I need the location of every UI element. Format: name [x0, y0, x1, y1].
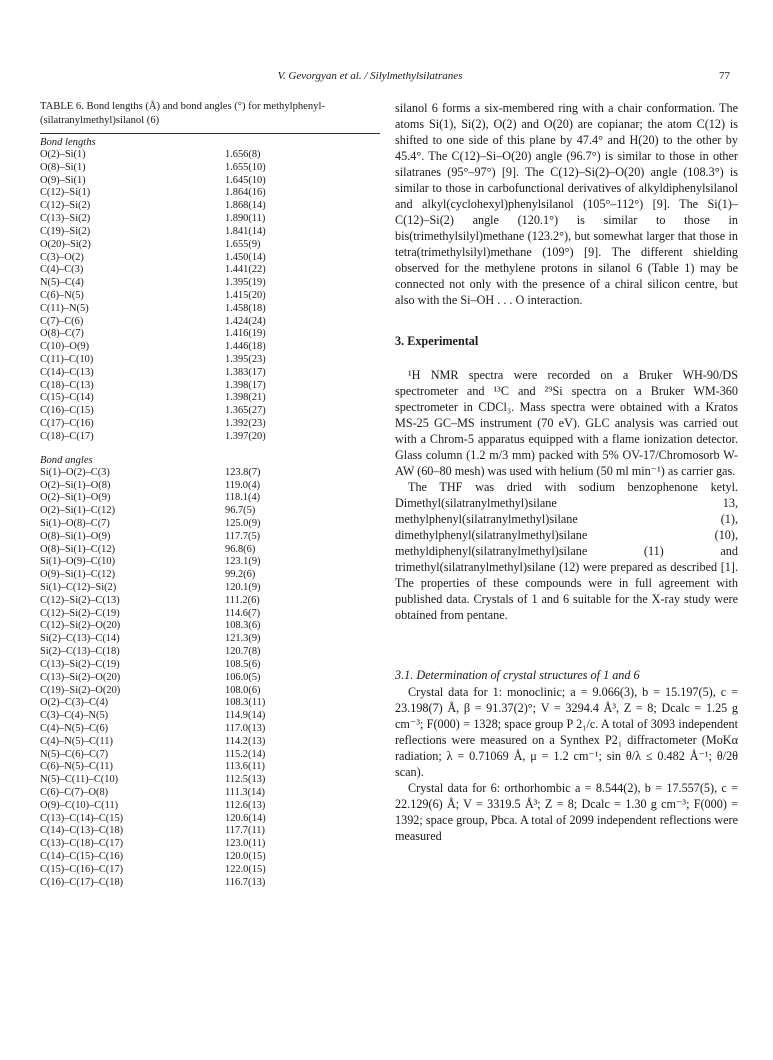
- bond-angle-row: [40, 749, 380, 762]
- bond-value: 120.1(9): [225, 582, 261, 593]
- bond-angle-row: [40, 531, 380, 544]
- bond-value: 1.841(14): [225, 225, 266, 237]
- bond-value: 119.0(4): [225, 479, 261, 491]
- bond-length-row: [40, 328, 380, 341]
- bond-value: 117.0(13): [225, 722, 266, 734]
- table-top-rule: [40, 133, 380, 134]
- bond-value: 1.416(19): [225, 328, 266, 340]
- bond-value: 125.0(9): [225, 517, 261, 529]
- bond-value: 99.2(6): [225, 569, 256, 581]
- bond-value: 111.3(14): [225, 787, 265, 798]
- section-heading-experimental: 3. Experimental: [395, 334, 479, 348]
- bond-label: Si(1)–O(8)–C(7): [40, 517, 110, 529]
- bond-angle-row: [40, 633, 380, 646]
- text-column: [395, 100, 738, 844]
- bond-value: 114.9(14): [225, 710, 266, 722]
- bond-label: N(5)–C(11)–C(10): [40, 774, 119, 786]
- bond-value: 117.7(11): [225, 825, 265, 837]
- bond-angle-row: [40, 685, 380, 698]
- bond-value: 116.7(13): [225, 876, 266, 888]
- bond-value: 1.441(22): [225, 264, 266, 276]
- bond-label: N(5)–C(6)–C(7): [40, 748, 109, 760]
- bond-length-row: [40, 380, 380, 393]
- bond-angle-row: [40, 505, 380, 518]
- bond-length-row: [40, 354, 380, 367]
- bond-length-row: [40, 431, 380, 444]
- bond-value: 122.0(15): [225, 863, 266, 875]
- bond-label: C(19)–Si(2)–O(20): [40, 684, 121, 696]
- body-paragraph: ¹H NMR spectra were recorded on a Bruker WH-90/DS spectrometer and ¹³C and ²⁹Si spectra on a Bruker WM-360 spectrometer in CDCl₃. Mass spectra were obtained with a Kratos MS-25 GC–MS instrument (70 eV). GLC analysis was carried out with a Chrom-5 apparatus equipped with a flame ionization detector. Glass column (1.2 m/3 mm) packed with 5% OV-17/Chromosorb W-AW (60–80 mesh) was used with helium (50 ml min⁻¹) as carrier gas.: [395, 368, 738, 478]
- bond-value: 118.1(4): [225, 492, 261, 504]
- bond-angle-row: [40, 800, 380, 813]
- bond-value: 1.655(9): [225, 238, 261, 250]
- bond-length-row: [40, 252, 380, 265]
- bond-value: 115.2(14): [225, 748, 266, 760]
- bond-label: C(12)–Si(2)–C(19): [40, 607, 120, 619]
- bond-length-row: [40, 316, 380, 329]
- table-caption: TABLE 6. Bond lengths (Å) and bond angles (°) for methylphenyl-(silatranylmethyl)silanol (6): [40, 101, 325, 126]
- bond-angle-row: [40, 774, 380, 787]
- bond-label: C(13)–C(14)–C(15): [40, 812, 124, 824]
- bond-angle-row: [40, 480, 380, 493]
- bond-label: C(11)–N(5): [40, 302, 89, 314]
- running-title: V. Gevorgyan et al. / Silylmethylsilatranes: [277, 70, 463, 82]
- bond-value: 113.6(11): [225, 761, 265, 773]
- bond-angle-row: [40, 544, 380, 557]
- subsection-heading: 3.1. Determination of crystal structures of 1 and 6: [395, 668, 640, 682]
- bond-label: Si(1)–O(2)–C(3): [40, 466, 110, 478]
- bond-angle-row: [40, 736, 380, 749]
- bond-value: 106.0(5): [225, 671, 261, 683]
- bond-angle-row: [40, 838, 380, 851]
- bond-label: C(14)–C(13): [40, 366, 94, 378]
- bond-value: 123.8(7): [225, 466, 261, 478]
- bond-length-row: [40, 418, 380, 431]
- bond-label: C(6)–N(5)–C(11): [40, 761, 113, 773]
- bond-label: C(19)–Si(2): [40, 225, 91, 237]
- bond-value: 108.3(11): [225, 697, 266, 709]
- bond-value: 1.446(18): [225, 341, 266, 353]
- bond-value: 1.458(18): [225, 302, 266, 314]
- bond-value: 1.383(17): [225, 366, 266, 378]
- bond-label: C(4)–N(5)–C(11): [40, 735, 113, 747]
- bond-label: O(2)–C(3)–C(4): [40, 697, 109, 709]
- bond-label: C(13)–Si(2)–C(19): [40, 658, 120, 670]
- bond-length-row: [40, 213, 380, 226]
- bond-angles-heading: Bond angles: [40, 454, 93, 466]
- bond-angle-row: [40, 608, 380, 621]
- bond-value: 112.5(13): [225, 774, 266, 786]
- bond-label: O(9)–C(10)–C(11): [40, 799, 119, 811]
- bond-value: 1.398(21): [225, 392, 266, 404]
- bond-value: 1.645(10): [225, 174, 266, 186]
- bond-label: C(10)–O(9): [40, 341, 90, 353]
- bond-label: O(8)–Si(1)–C(12): [40, 543, 116, 555]
- body-paragraph: silanol 6 forms a six-membered ring with a chair conformation. The atoms Si(1), Si(2), O(2) and O(20) are copianar; the atom C(12) is shifted to one side of this plane by 47.4° and H(20) to the other by 45.4°. The C(12)–Si–O(20) angle (96.7°) is similar to those in other silatranes (95°–97°) [9]. The C(12)–Si(2)–O(20) angle (108.3°) is similar to those in carbofunctional derivatives of alkyldiphenylsilanol and alkyl(cyclohexyl)phenylsilanol (105°–112°) [9]. The Si(1)–C(12)–Si(2) angle (120.1°) is similar to those in bis(trimethylsilyl)methane (123.2°), but somewhat larger that those in tetra(trimethylsilyl)methane (109°) [9]. The different shielding observed for the methylene protons in silanol 6 (Table 1) may be connected not only with the presence of a chiral silicon centre, but also with the Si–OH . . . O interaction.: [395, 101, 738, 307]
- bond-label: C(14)–C(13)–C(18): [40, 825, 124, 837]
- bond-length-row: [40, 392, 380, 405]
- bond-length-row: [40, 239, 380, 252]
- page-number: 77: [719, 70, 730, 82]
- bond-angles-list: [40, 467, 380, 890]
- body-paragraph: The THF was dried with sodium benzophenone ketyl. Dimethyl(silatranylmethyl)silane 13, methylphenyl(silatranylmethyl)silane (1), dimethylphenyl(silatranylmethyl)silane (10), methyldiphenyl(silatranylmethyl)silane (11) and trimethyl(silatranylmethyl)silane (12) were prepared as described [1]. The properties of these compounds were in full agreement with published data. Crystals of 1 and 6 suitable for the X-ray study were obtained from pentane.: [395, 480, 738, 622]
- bond-value: 120.7(8): [225, 646, 261, 658]
- bond-length-row: [40, 303, 380, 316]
- bond-value: 108.5(6): [225, 658, 261, 670]
- bond-label: O(9)–Si(1): [40, 174, 86, 186]
- bond-value: 108.0(6): [225, 684, 261, 696]
- bond-value: 120.0(15): [225, 851, 266, 863]
- bond-angle-row: [40, 723, 380, 736]
- bond-label: O(2)–Si(1)–O(8): [40, 479, 111, 491]
- bond-length-row: [40, 187, 380, 200]
- bond-length-row: [40, 149, 380, 162]
- bond-length-row: [40, 341, 380, 354]
- bond-value: 111.2(6): [225, 594, 260, 606]
- bond-length-row: [40, 226, 380, 239]
- bond-lengths-list: [40, 149, 380, 444]
- bond-label: O(8)–Si(1): [40, 161, 86, 173]
- bond-label: O(2)–Si(1)–O(9): [40, 492, 111, 504]
- bond-label: C(4)–C(3): [40, 264, 84, 276]
- bond-angle-row: [40, 710, 380, 723]
- bond-value: 123.0(11): [225, 838, 266, 850]
- bond-label: Si(1)–O(9)–C(10): [40, 556, 116, 568]
- bond-length-row: [40, 405, 380, 418]
- bond-angle-row: [40, 556, 380, 569]
- bond-angle-row: [40, 864, 380, 877]
- bond-label: C(4)–N(5)–C(6): [40, 722, 109, 734]
- bond-lengths-heading: Bond lengths: [40, 137, 96, 148]
- bond-label: O(9)–Si(1)–C(12): [40, 569, 116, 581]
- bond-label: Si(2)–C(13)–C(14): [40, 633, 120, 645]
- bond-label: O(8)–Si(1)–O(9): [40, 530, 111, 542]
- bond-value: 117.7(5): [225, 530, 261, 542]
- bond-length-row: [40, 264, 380, 277]
- bond-label: C(6)–N(5): [40, 289, 84, 301]
- bond-label: N(5)–C(4): [40, 277, 84, 289]
- bond-length-row: [40, 290, 380, 303]
- bond-label: C(18)–C(13): [40, 379, 94, 391]
- bond-angle-row: [40, 467, 380, 480]
- bond-label: C(7)–C(6): [40, 315, 84, 327]
- bond-value: 108.3(6): [225, 620, 261, 632]
- bond-value: 1.655(10): [225, 161, 266, 173]
- bond-length-row: [40, 367, 380, 380]
- bond-value: 120.6(14): [225, 812, 266, 824]
- bond-angle-row: [40, 569, 380, 582]
- bond-value: 1.395(23): [225, 354, 266, 365]
- bond-label: C(18)–C(17): [40, 430, 94, 442]
- bond-value: 96.7(5): [225, 505, 256, 517]
- bond-label: C(12)–Si(2): [40, 200, 91, 212]
- bond-value: 1.398(17): [225, 379, 266, 391]
- bond-angle-row: [40, 518, 380, 531]
- bond-value: 1.365(27): [225, 405, 266, 417]
- bond-label: C(13)–C(18)–C(17): [40, 838, 124, 850]
- body-paragraph: Crystal data for 1: monoclinic; a = 9.066(3), b = 15.197(5), c = 23.198(7) Å, β = 91.37(2)°; V = 3294.4 Å³, Z = 8; Dcalc = 1.25 g cm⁻³; F(000) = 1328; space group P 2₁/c. A total of 3093 independent reflections were measured on a Synthex P2₁ diffractometer (MoKα radiation; λ = 0.71069 Å, μ = 1.2 cm⁻¹; sin θ/λ ≤ 0.482 Å⁻¹; θ/2θ scan).: [395, 685, 738, 779]
- bond-value: 1.392(23): [225, 418, 266, 430]
- bond-label: C(3)–C(4)–N(5): [40, 710, 109, 722]
- bond-angle-row: [40, 595, 380, 608]
- bond-value: 1.397(20): [225, 430, 266, 442]
- bond-length-row: [40, 175, 380, 188]
- bond-value: 96.8(6): [225, 543, 256, 555]
- bond-label: Si(2)–C(13)–C(18): [40, 646, 120, 658]
- table-column: [40, 100, 380, 890]
- bond-angle-row: [40, 761, 380, 774]
- bond-angle-row: [40, 582, 380, 595]
- bond-value: 1.890(11): [225, 213, 266, 225]
- bond-value: 1.424(24): [225, 315, 266, 327]
- bond-angle-row: [40, 492, 380, 505]
- bond-label: C(12)–Si(2)–O(20): [40, 620, 121, 632]
- bond-label: C(14)–C(15)–C(16): [40, 851, 124, 863]
- bond-length-row: [40, 162, 380, 175]
- bond-label: C(12)–Si(2)–C(13): [40, 594, 120, 606]
- bond-angle-row: [40, 620, 380, 633]
- bond-label: C(16)–C(15): [40, 405, 94, 417]
- bond-value: 1.415(20): [225, 289, 266, 301]
- bond-label: C(15)–C(14): [40, 392, 94, 404]
- bond-angle-row: [40, 825, 380, 838]
- bond-value: 1.395(19): [225, 277, 266, 289]
- bond-value: 112.6(13): [225, 799, 266, 811]
- bond-length-row: [40, 200, 380, 213]
- bond-angle-row: [40, 672, 380, 685]
- bond-value: 1.450(14): [225, 251, 266, 263]
- bond-angle-row: [40, 813, 380, 826]
- bond-label: C(6)–C(7)–O(8): [40, 787, 109, 798]
- bond-angle-row: [40, 659, 380, 672]
- bond-value: 1.868(14): [225, 200, 266, 212]
- bond-label: O(20)–Si(2): [40, 238, 91, 250]
- bond-angle-row: [40, 646, 380, 659]
- bond-value: 123.1(9): [225, 556, 261, 568]
- bond-angle-row: [40, 877, 380, 890]
- bond-label: Si(1)–C(12)–Si(2): [40, 582, 117, 593]
- bond-label: C(11)–C(10): [40, 354, 94, 365]
- bond-value: 1.864(16): [225, 187, 266, 199]
- bond-angle-row: [40, 697, 380, 710]
- bond-label: C(15)–C(16)–C(17): [40, 863, 124, 875]
- bond-label: C(13)–Si(2)–O(20): [40, 671, 121, 683]
- bond-value: 114.2(13): [225, 735, 266, 747]
- bond-label: C(12)–Si(1): [40, 187, 91, 199]
- bond-angle-row: [40, 851, 380, 864]
- bond-label: O(2)–Si(1)–C(12): [40, 505, 116, 517]
- bond-label: C(17)–C(16): [40, 418, 94, 430]
- bond-value: 114.6(7): [225, 607, 261, 619]
- bond-label: C(13)–Si(2): [40, 213, 91, 225]
- bond-angle-row: [40, 787, 380, 800]
- bond-label: C(16)–C(17)–C(18): [40, 876, 124, 888]
- bond-value: 121.3(9): [225, 633, 261, 645]
- bond-value: 1.656(8): [225, 149, 261, 160]
- bond-length-row: [40, 277, 380, 290]
- bond-label: O(2)–Si(1): [40, 149, 86, 160]
- body-paragraph: Crystal data for 6: orthorhombic a = 8.544(2), b = 17.557(5), c = 22.129(6) Å; V = 3319.5 Å³; Z = 8; Dcalc = 1.30 g cm⁻³; F(000) = 1392; space group, Pbca. A total of 2099 independent reflections were measured: [395, 781, 738, 843]
- bond-label: O(8)–C(7): [40, 328, 84, 340]
- bond-label: C(3)–O(2): [40, 251, 84, 263]
